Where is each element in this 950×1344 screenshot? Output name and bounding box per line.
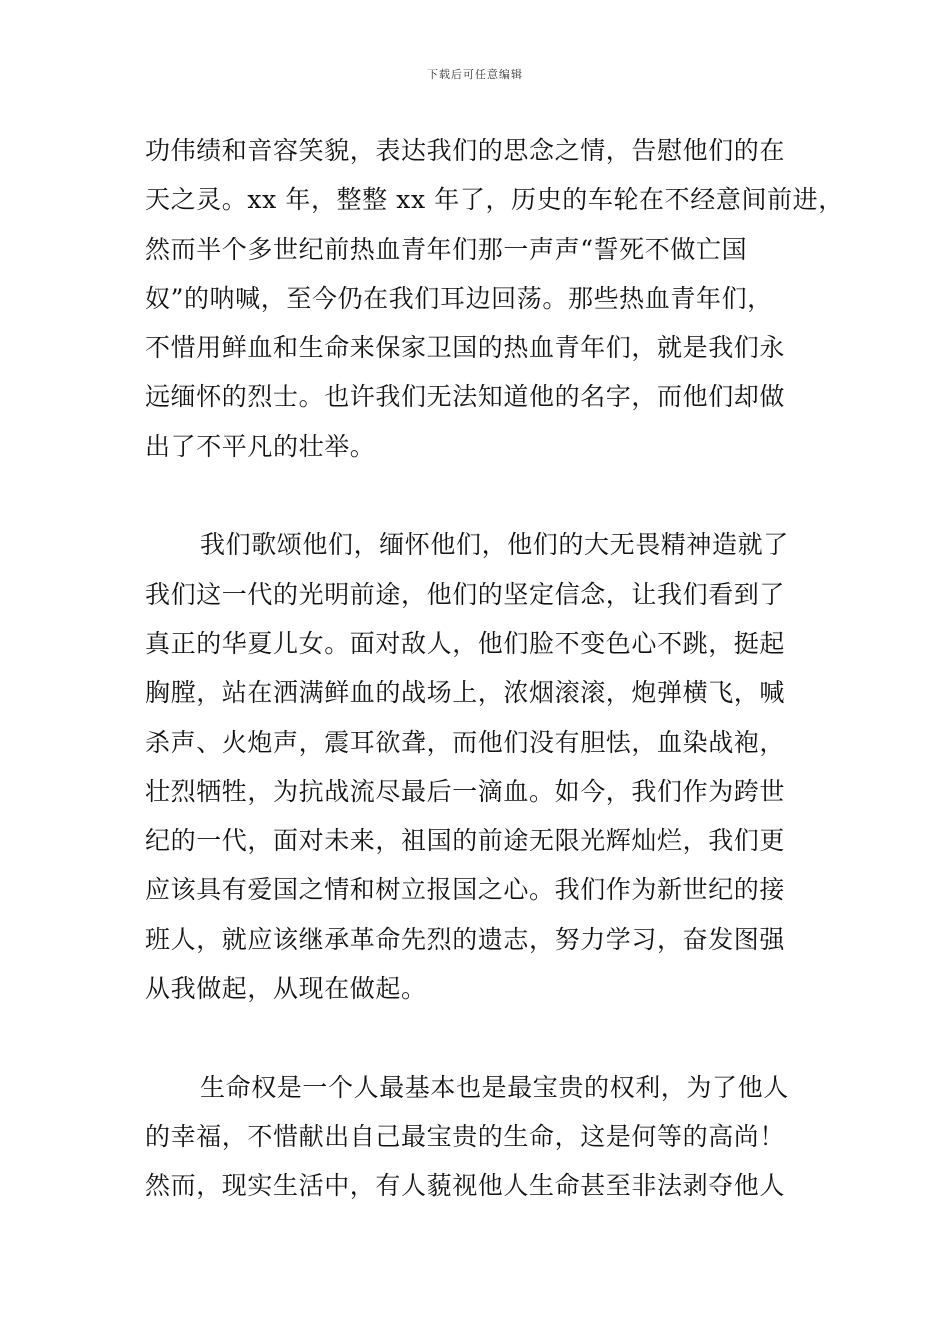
- text-line: 天之灵。xx 年，整整 xx 年了，历史的车轮在不经意间前进，: [145, 185, 844, 215]
- document-body: [145, 126, 844, 1211]
- paragraph-2: [145, 520, 815, 1013]
- text-line: 不惜用鲜血和生命来保家卫国的热血青年们，就是我们永: [145, 333, 786, 363]
- page-header: 下载后可任意编辑: [427, 68, 523, 81]
- text-line: 班人，就应该继承革命先烈的遗志，努力学习，奋发图强: [145, 924, 786, 954]
- paragraph-1: [145, 126, 844, 471]
- text-line: 的幸福，不惜献出自己最宝贵的生命，这是何等的高尚！: [145, 1121, 786, 1151]
- text-line: 从我做起，从现在做起。: [145, 974, 427, 1004]
- text-line: 胸膛，站在洒满鲜血的战场上，浓烟滚滚，炮弹横飞，喊: [145, 678, 786, 708]
- text-line: 生命权是一个人最基本也是最宝贵的权利，为了他人: [200, 1072, 789, 1102]
- text-line: 杀声、火炮声，震耳欲聋，而他们没有胆怯，血染战袍，: [145, 727, 786, 757]
- paragraph-spacer: [145, 471, 815, 520]
- text-line: 功伟绩和音容笑貌，表达我们的思念之情，告慰他们的在: [145, 136, 786, 165]
- text-line: 然而半个多世纪前热血青年们那一声声“誓死不做亡国: [145, 234, 748, 264]
- text-line: 壮烈牺牲，为抗战流尽最后一滴血。如今，我们作为跨世: [145, 776, 786, 806]
- text-line: 出了不平凡的壮举。: [145, 431, 376, 461]
- text-line: 奴”的呐喊，至今仍在我们耳边回荡。那些热血青年们，: [145, 283, 773, 313]
- text-line: 我们这一代的光明前途，他们的坚定信念，让我们看到了: [145, 579, 786, 609]
- text-line: 应该具有爱国之情和树立报国之心。我们作为新世纪的接: [145, 875, 786, 905]
- paragraph-3: [145, 1063, 815, 1211]
- text-line: 纪的一代，面对未来，祖国的前途无限光辉灿烂，我们更: [145, 826, 786, 856]
- text-line: 真正的华夏儿女。面对敌人，他们脸不变色心不跳，挺起: [145, 628, 786, 658]
- text-line: 远缅怀的烈士。也许我们无法知道他的名字，而他们却做: [145, 382, 786, 412]
- paragraph-spacer: [145, 1013, 815, 1062]
- text-line: 我们歌颂他们，缅怀他们，他们的大无畏精神造就了: [200, 530, 789, 560]
- text-line: 然而，现实生活中，有人藐视他人生命甚至非法剥夺他人: [145, 1171, 786, 1201]
